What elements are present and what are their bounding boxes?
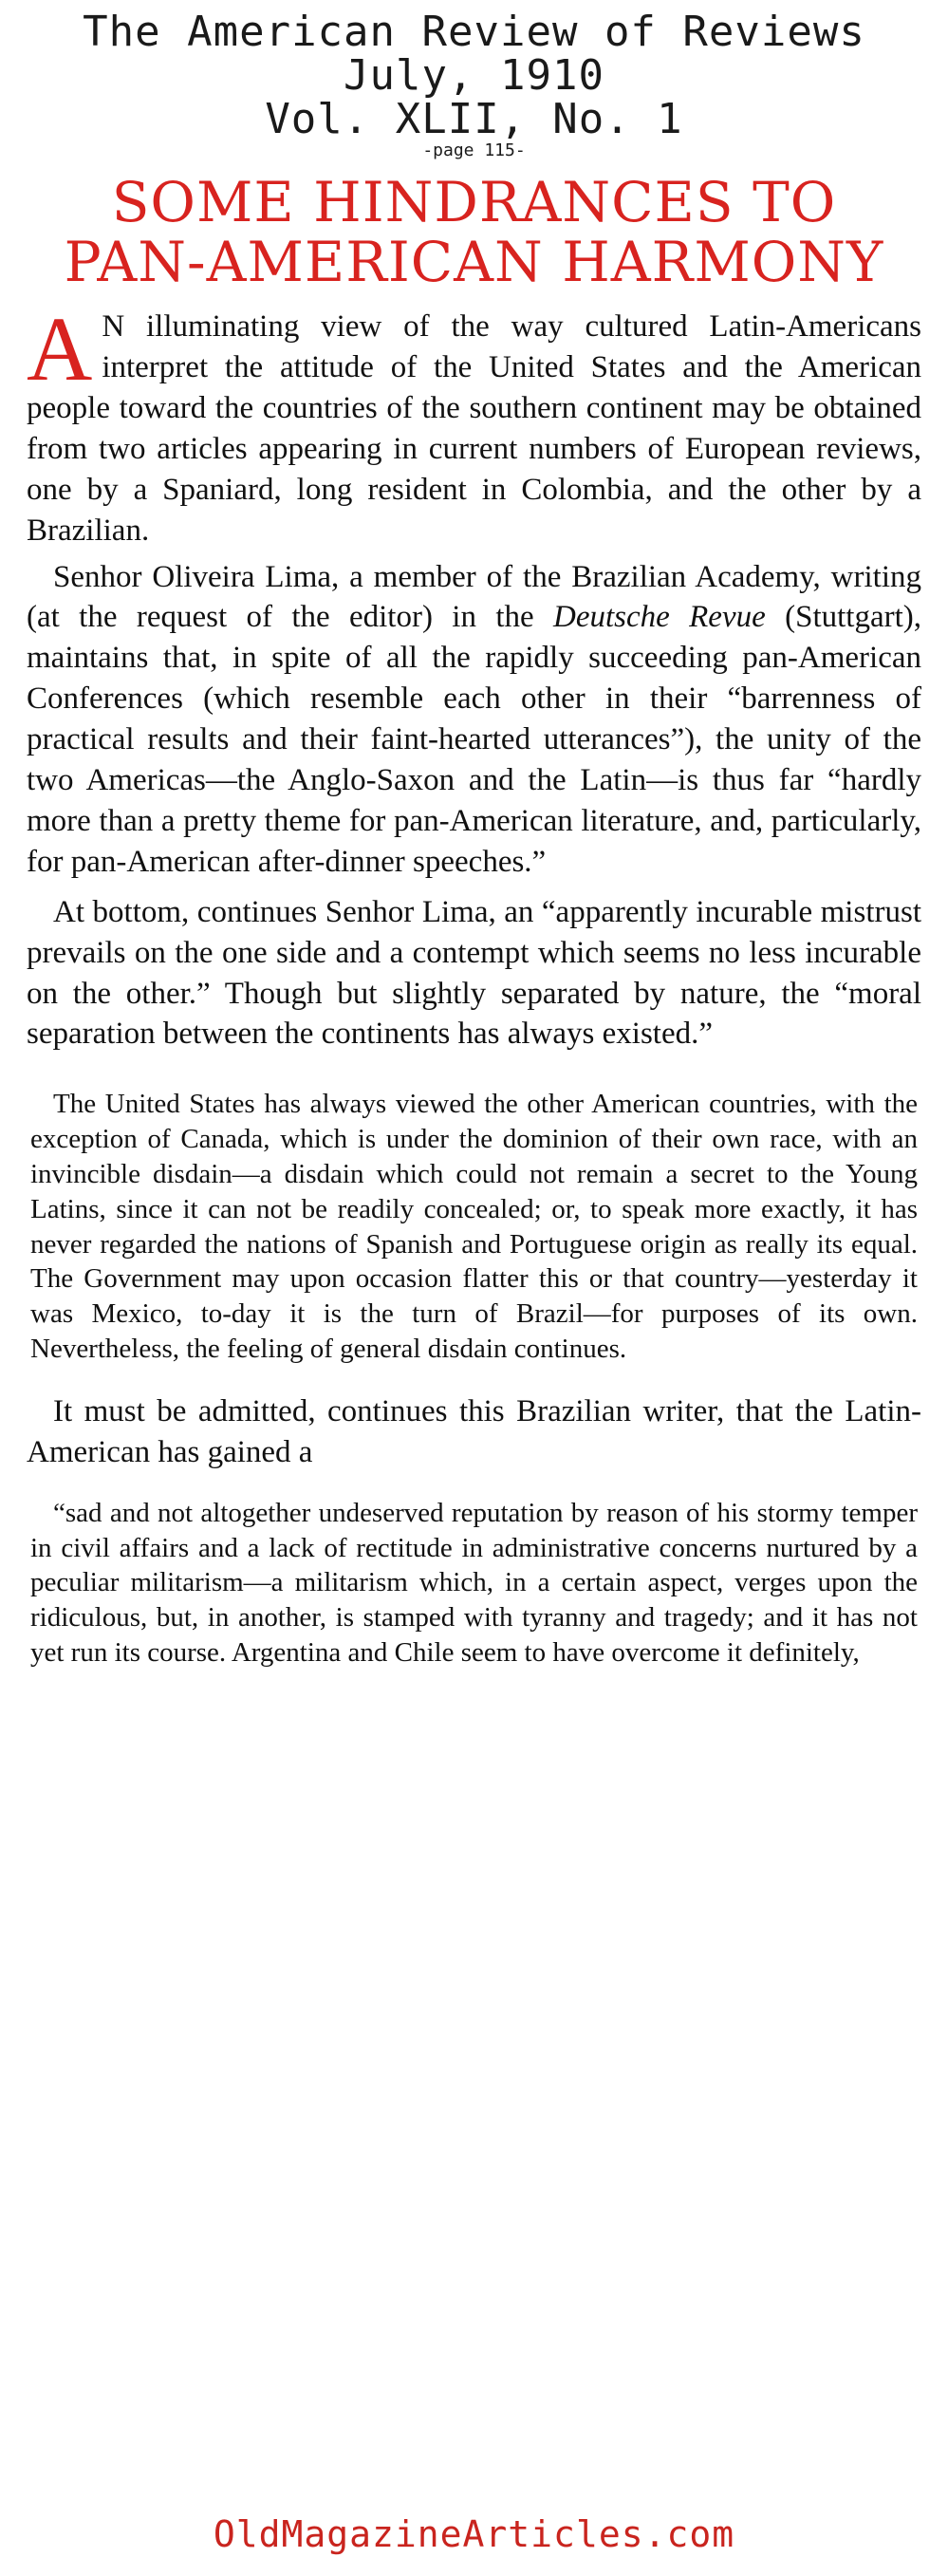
block-quote-2: “sad and not altogether undeserved reputation by reason of his stormy temper in civil affairs and a lack of rectitude in administrative concerns nurtured by a peculiar militarism—a militarism which, in a certain aspect, verges upon the ridiculous, but, in another, is stamped with tyranny and tragedy; and it has not yet run its course. Argentina and Chile seem to have overcome it definitely, (30, 1497, 918, 1668)
paragraph-4: It must be admitted, continues this Brazilian writer, that the Latin-American has gained a (27, 1393, 921, 1469)
paragraph-3: At bottom, continues Senhor Lima, an “apparently incurable mistrust prevails on the one side and a contempt which seems no less incurable on the other.” Though but slightly separated by nature, the “moral separation between the continents has always existed.” (27, 894, 921, 1052)
paragraph-1 (27, 298, 921, 551)
headline-line-1: SOME HINDRANCES TO (111, 170, 837, 234)
paragraph-gap (27, 883, 921, 892)
drop-cap: A (27, 298, 93, 401)
article-headline (23, 170, 925, 294)
volume-line (23, 95, 925, 143)
paragraph-2-text-end: (Stuttgart), maintains that, in spite of all the rapidly succeeding pan-American Conferences (which resemble each other in their “barrenness of practical results and their faint-hearted utterances”), the unity of the two Americas—the Anglo-Saxon and the Latin—is thus far “hardly more than a pretty theme for pan-American literature, and, particularly, for pan-American after-dinner speeches.” (27, 600, 921, 879)
paragraph-2 (27, 557, 921, 883)
page-reference: -page 115- (422, 140, 526, 160)
issue-number: No. 1 (552, 95, 683, 143)
publication-name-italic: Deutsche Revue (553, 600, 766, 635)
block-quote-1: The United States has always viewed the other American countries, with the exception of Canada, which is under the dominion of their own race, with an invincible disdain—a disdain which could not remain a secret to the Young Latins, since it can not be readily concealed; or, to speak more exactly, it has never regarded the nations of Spanish and Portuguese origin as really its equal. The Government may upon occasion flatter this or that country—yesterday it was Mexico, to-day it is the turn of Brazil—for purposes of its own. Nevertheless, the feeling of general disdain continues. (30, 1089, 918, 1365)
site-watermark: OldMagazineArticles.com (213, 2513, 735, 2555)
volume-number: Vol. XLII, (265, 95, 527, 143)
paragraph-2-text-start: Senhor Oliveira Lima, a member of the Brazilian Academy, writing (at the request of the editor) in the (27, 559, 921, 635)
article-body (23, 298, 925, 1671)
issue-date: July, 1910 (344, 51, 604, 100)
publication-title: The American Review of Reviews (83, 8, 865, 56)
paragraph-1-text: N illuminating view of the way cultured Latin-Americans interpret the attitude of the United States and the American people toward the countries of the southern continent may be obtained from two articles appearing in current numbers of European reviews, one by a Spaniard, long resident in Colombia, and the other by a Brazilian. (27, 309, 921, 548)
masthead (23, 8, 925, 160)
headline-line-2: PAN-AMERICAN HARMONY (64, 229, 884, 294)
